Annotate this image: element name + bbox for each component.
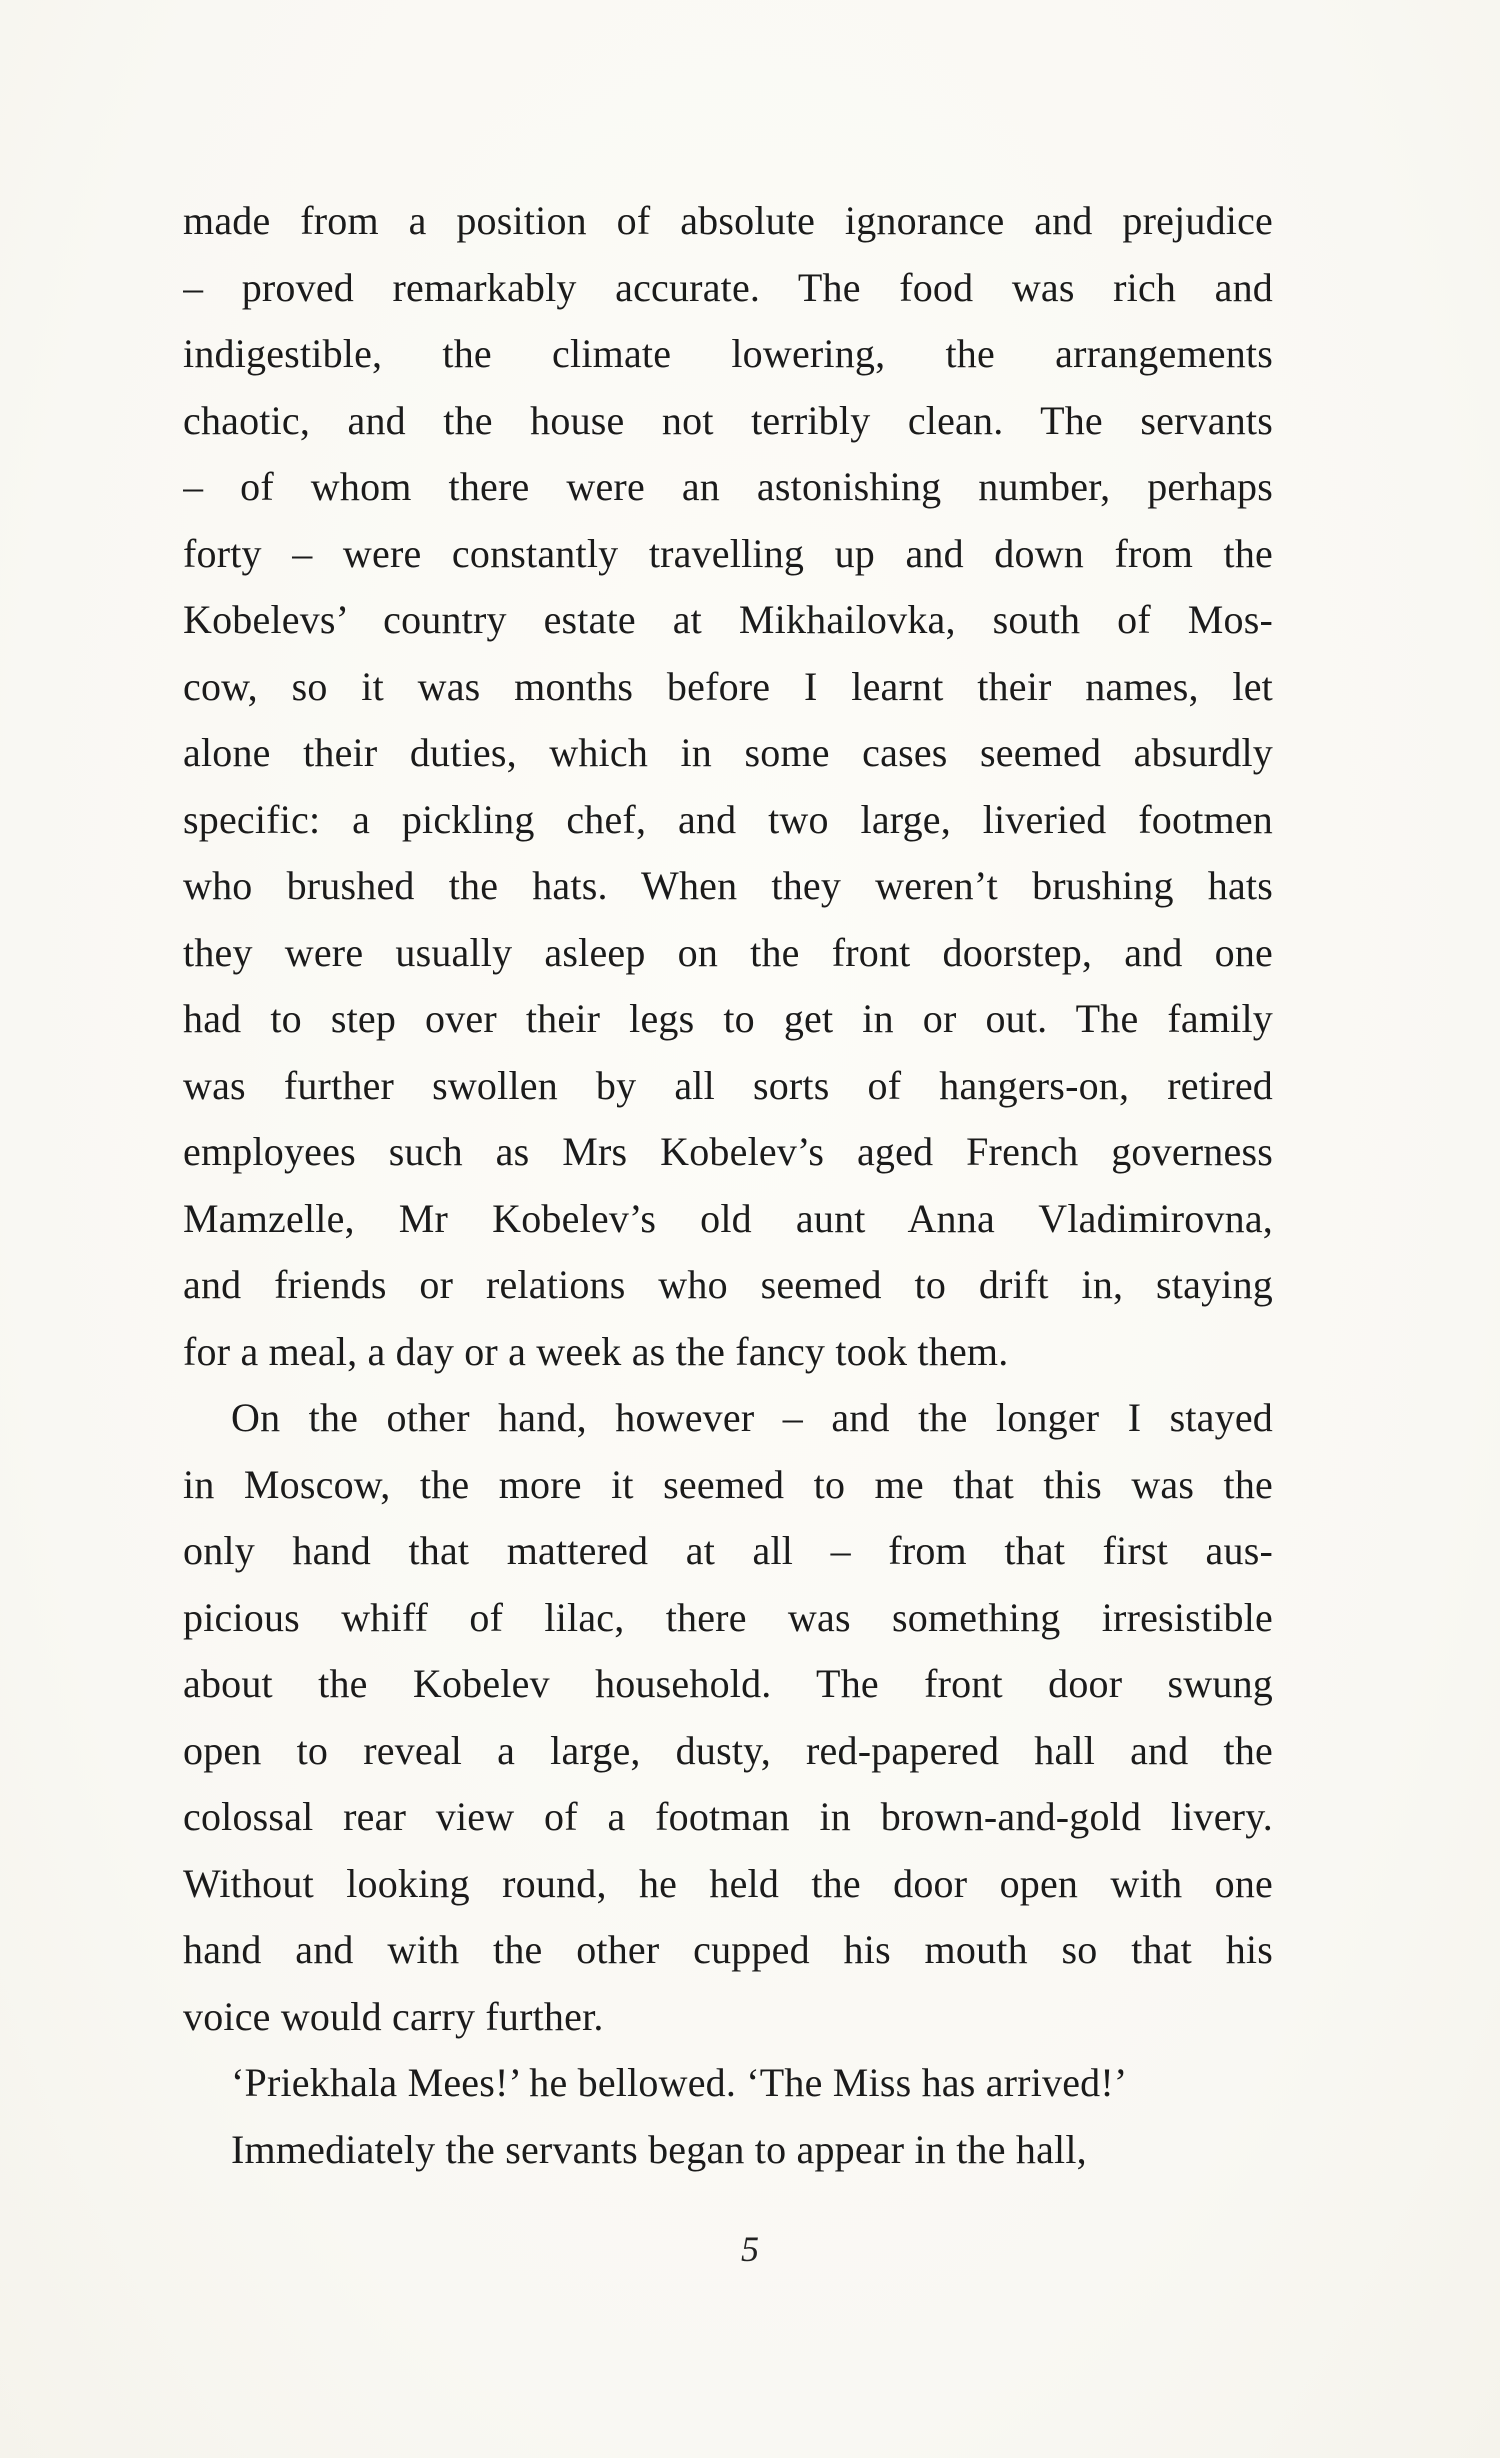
text-line: alone their duties, which in some cases seemed absurdly: [183, 730, 1273, 775]
text-line: hand and with the other cupped his mouth so that his: [183, 1927, 1273, 1972]
text-line: employees such as Mrs Kobelev’s aged French governess: [183, 1129, 1273, 1174]
text-line: chaotic, and the house not terribly clean. The servants: [183, 397, 1273, 443]
text-line: picious whiff of lilac, there was something irresistible: [183, 1594, 1273, 1640]
text-line: voice would carry further.: [183, 1993, 604, 2039]
text-line: – of whom there were an astonishing number, perhaps: [183, 464, 1273, 509]
text-line: specific: a pickling chef, and two large, liveried footmen: [183, 796, 1273, 842]
text-line: Mamzelle, Mr Kobelev’s old aunt Anna Vladimirovna,: [183, 1195, 1273, 1241]
text-line: they were usually asleep on the front doorstep, and one: [183, 929, 1273, 975]
text-line: On the other hand, however – and the longer I stayed: [231, 1395, 1273, 1440]
text-line: for a meal, a day or a week as the fancy took them.: [183, 1328, 1009, 1374]
text-line: Kobelevs’ country estate at Mikhailovka, south of Mos-: [183, 597, 1273, 642]
text-line: indigestible, the climate lowering, the arrangements: [183, 331, 1273, 376]
text-line: had to step over their legs to get in or out. The family: [183, 996, 1273, 1041]
text-line: was further swollen by all sorts of hangers-on, retired: [183, 1062, 1273, 1108]
text-line: – proved remarkably accurate. The food was rich and: [183, 264, 1273, 310]
text-line: forty – were constantly travelling up and down from the: [183, 530, 1273, 576]
text-line: colossal rear view of a footman in brown-and-gold livery.: [183, 1794, 1273, 1839]
text-line: who brushed the hats. When they weren’t brushing hats: [183, 863, 1273, 908]
text-line: Immediately the servants began to appear in the hall,: [231, 2126, 1087, 2172]
text-line: ‘Priekhala Mees!’ he bellowed. ‘The Miss has arrived!’: [231, 2060, 1128, 2105]
text-line: open to reveal a large, dusty, red-papered hall and the: [183, 1727, 1273, 1773]
text-line: and friends or relations who seemed to drift in, staying: [183, 1262, 1273, 1307]
body-text: [183, 188, 1273, 2183]
text-line: made from a position of absolute ignorance and prejudice: [183, 198, 1273, 243]
text-line: only hand that mattered at all – from that first aus-: [183, 1528, 1273, 1573]
text-line: in Moscow, the more it seemed to me that this was the: [183, 1461, 1273, 1507]
text-line: about the Kobelev household. The front door swung: [183, 1661, 1273, 1706]
text-line: cow, so it was months before I learnt their names, let: [183, 663, 1273, 709]
text-line: Without looking round, he held the door open with one: [183, 1860, 1273, 1906]
page-number: 5: [741, 2229, 759, 2269]
